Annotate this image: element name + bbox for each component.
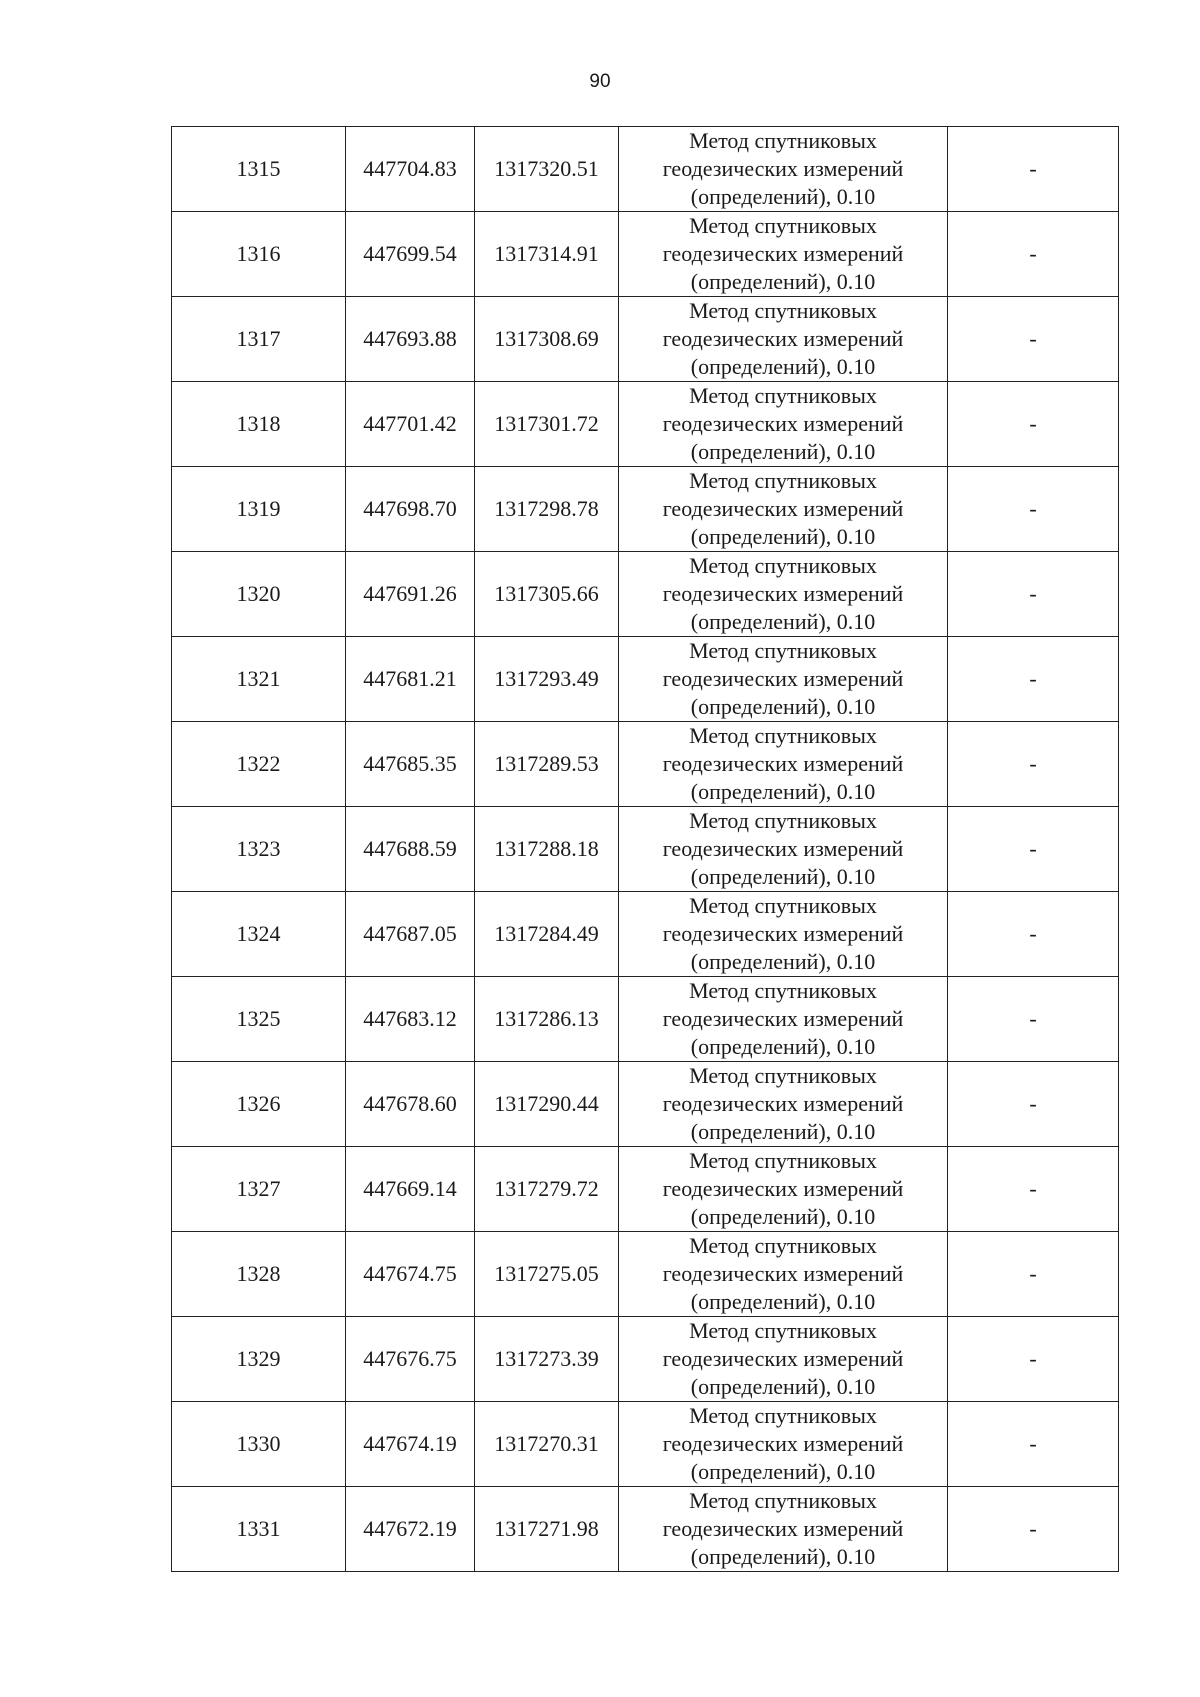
y-coordinate-cell: 1317308.69	[475, 297, 619, 382]
x-coordinate-cell: 447688.59	[346, 807, 475, 892]
y-coordinate-cell: 1317288.18	[475, 807, 619, 892]
table-body	[172, 127, 1119, 1572]
table-row	[172, 127, 1119, 212]
note-cell: -	[948, 1232, 1119, 1317]
y-coordinate-cell: 1317270.31	[475, 1402, 619, 1487]
method-cell	[619, 1317, 948, 1402]
method-cell	[619, 467, 948, 552]
method-line: Метод спутниковых	[689, 553, 877, 578]
note-cell: -	[948, 382, 1119, 467]
method-line: Метод спутниковых	[689, 808, 877, 833]
method-cell	[619, 127, 948, 212]
method-line: геодезических измерений	[662, 411, 904, 436]
point-number-cell: 1322	[172, 722, 346, 807]
method-line: геодезических измерений	[662, 836, 904, 861]
method-line: (определений), 0.10	[690, 1289, 876, 1314]
method-line: Метод спутниковых	[689, 1488, 877, 1513]
point-number-cell: 1331	[172, 1487, 346, 1572]
method-line: геодезических измерений	[662, 1516, 904, 1541]
table-row	[172, 1317, 1119, 1402]
x-coordinate-cell: 447685.35	[346, 722, 475, 807]
method-cell	[619, 382, 948, 467]
method-line: (определений), 0.10	[690, 1459, 876, 1484]
point-number-cell: 1327	[172, 1147, 346, 1232]
x-coordinate-cell: 447681.21	[346, 637, 475, 722]
table-row	[172, 977, 1119, 1062]
method-cell	[619, 1402, 948, 1487]
x-coordinate-cell: 447701.42	[346, 382, 475, 467]
method-cell	[619, 807, 948, 892]
y-coordinate-cell: 1317284.49	[475, 892, 619, 977]
x-coordinate-cell: 447687.05	[346, 892, 475, 977]
point-number-cell: 1325	[172, 977, 346, 1062]
method-line: (определений), 0.10	[690, 524, 876, 549]
method-line: геодезических измерений	[662, 1431, 904, 1456]
table-row	[172, 1402, 1119, 1487]
method-cell	[619, 977, 948, 1062]
method-line: Метод спутниковых	[689, 1063, 877, 1088]
y-coordinate-cell: 1317320.51	[475, 127, 619, 212]
point-number-cell: 1324	[172, 892, 346, 977]
method-line: Метод спутниковых	[689, 723, 877, 748]
method-line: геодезических измерений	[662, 1346, 904, 1371]
y-coordinate-cell: 1317271.98	[475, 1487, 619, 1572]
method-line: (определений), 0.10	[690, 1544, 876, 1569]
x-coordinate-cell: 447704.83	[346, 127, 475, 212]
x-coordinate-cell: 447674.19	[346, 1402, 475, 1487]
x-coordinate-cell: 447669.14	[346, 1147, 475, 1232]
method-line: Метод спутниковых	[689, 1148, 877, 1173]
method-line: Метод спутниковых	[689, 638, 877, 663]
method-line: геодезических измерений	[662, 581, 904, 606]
point-number-cell: 1328	[172, 1232, 346, 1317]
method-line: геодезических измерений	[662, 156, 904, 181]
method-line: (определений), 0.10	[690, 1374, 876, 1399]
table-row	[172, 552, 1119, 637]
note-cell: -	[948, 977, 1119, 1062]
note-cell: -	[948, 127, 1119, 212]
note-cell: -	[948, 1147, 1119, 1232]
point-number-cell: 1319	[172, 467, 346, 552]
y-coordinate-cell: 1317290.44	[475, 1062, 619, 1147]
method-line: (определений), 0.10	[690, 949, 876, 974]
x-coordinate-cell: 447693.88	[346, 297, 475, 382]
y-coordinate-cell: 1317279.72	[475, 1147, 619, 1232]
table-row	[172, 297, 1119, 382]
method-line: геодезических измерений	[662, 1176, 904, 1201]
y-coordinate-cell: 1317314.91	[475, 212, 619, 297]
method-line: геодезических измерений	[662, 666, 904, 691]
method-line: (определений), 0.10	[690, 184, 876, 209]
method-cell	[619, 1232, 948, 1317]
method-line: Метод спутниковых	[689, 468, 877, 493]
method-line: (определений), 0.10	[690, 1119, 876, 1144]
method-line: геодезических измерений	[662, 326, 904, 351]
x-coordinate-cell: 447683.12	[346, 977, 475, 1062]
method-line: геодезических измерений	[662, 921, 904, 946]
method-line: геодезических измерений	[662, 1091, 904, 1116]
y-coordinate-cell: 1317289.53	[475, 722, 619, 807]
method-line: Метод спутниковых	[689, 1233, 877, 1258]
point-number-cell: 1323	[172, 807, 346, 892]
method-line: геодезических измерений	[662, 241, 904, 266]
method-line: (определений), 0.10	[690, 779, 876, 804]
y-coordinate-cell: 1317293.49	[475, 637, 619, 722]
method-cell	[619, 297, 948, 382]
table-row	[172, 807, 1119, 892]
method-line: Метод спутниковых	[689, 1403, 877, 1428]
method-line: геодезических измерений	[662, 751, 904, 776]
y-coordinate-cell: 1317273.39	[475, 1317, 619, 1402]
note-cell: -	[948, 212, 1119, 297]
note-cell: -	[948, 1062, 1119, 1147]
x-coordinate-cell: 447699.54	[346, 212, 475, 297]
note-cell: -	[948, 1487, 1119, 1572]
table-row	[172, 722, 1119, 807]
y-coordinate-cell: 1317275.05	[475, 1232, 619, 1317]
method-cell	[619, 637, 948, 722]
method-cell	[619, 552, 948, 637]
method-line: геодезических измерений	[662, 1006, 904, 1031]
point-number-cell: 1318	[172, 382, 346, 467]
table-row	[172, 637, 1119, 722]
method-line: (определений), 0.10	[690, 1204, 876, 1229]
method-line: Метод спутниковых	[689, 1318, 877, 1343]
note-cell: -	[948, 297, 1119, 382]
x-coordinate-cell: 447678.60	[346, 1062, 475, 1147]
method-line: Метод спутниковых	[689, 893, 877, 918]
point-number-cell: 1315	[172, 127, 346, 212]
method-line: (определений), 0.10	[690, 609, 876, 634]
method-line: Метод спутниковых	[689, 383, 877, 408]
method-line: (определений), 0.10	[690, 269, 876, 294]
table-row	[172, 1062, 1119, 1147]
method-line: Метод спутниковых	[689, 213, 877, 238]
table-row	[172, 1487, 1119, 1572]
point-number-cell: 1321	[172, 637, 346, 722]
method-line: Метод спутниковых	[689, 128, 877, 153]
note-cell: -	[948, 722, 1119, 807]
point-number-cell: 1317	[172, 297, 346, 382]
method-line: (определений), 0.10	[690, 439, 876, 464]
note-cell: -	[948, 467, 1119, 552]
x-coordinate-cell: 447698.70	[346, 467, 475, 552]
method-cell	[619, 722, 948, 807]
method-line: геодезических измерений	[662, 496, 904, 521]
method-line: (определений), 0.10	[690, 694, 876, 719]
method-cell	[619, 212, 948, 297]
method-line: Метод спутниковых	[689, 978, 877, 1003]
coordinates-table	[171, 126, 1119, 1572]
method-line: (определений), 0.10	[690, 864, 876, 889]
y-coordinate-cell: 1317301.72	[475, 382, 619, 467]
y-coordinate-cell: 1317286.13	[475, 977, 619, 1062]
table-row	[172, 1232, 1119, 1317]
x-coordinate-cell: 447691.26	[346, 552, 475, 637]
method-cell	[619, 892, 948, 977]
method-line: (определений), 0.10	[690, 1034, 876, 1059]
table-row	[172, 1147, 1119, 1232]
table-row	[172, 892, 1119, 977]
y-coordinate-cell: 1317305.66	[475, 552, 619, 637]
y-coordinate-cell: 1317298.78	[475, 467, 619, 552]
method-cell	[619, 1147, 948, 1232]
method-line: геодезических измерений	[662, 1261, 904, 1286]
point-number-cell: 1326	[172, 1062, 346, 1147]
point-number-cell: 1329	[172, 1317, 346, 1402]
method-line: Метод спутниковых	[689, 298, 877, 323]
note-cell: -	[948, 637, 1119, 722]
method-cell	[619, 1487, 948, 1572]
x-coordinate-cell: 447672.19	[346, 1487, 475, 1572]
point-number-cell: 1316	[172, 212, 346, 297]
note-cell: -	[948, 892, 1119, 977]
method-line: (определений), 0.10	[690, 354, 876, 379]
note-cell: -	[948, 807, 1119, 892]
note-cell: -	[948, 1317, 1119, 1402]
point-number-cell: 1320	[172, 552, 346, 637]
page-number: 90	[589, 71, 611, 92]
note-cell: -	[948, 1402, 1119, 1487]
x-coordinate-cell: 447674.75	[346, 1232, 475, 1317]
x-coordinate-cell: 447676.75	[346, 1317, 475, 1402]
table-row	[172, 467, 1119, 552]
table-row	[172, 382, 1119, 467]
method-cell	[619, 1062, 948, 1147]
note-cell: -	[948, 552, 1119, 637]
table-row	[172, 212, 1119, 297]
point-number-cell: 1330	[172, 1402, 346, 1487]
